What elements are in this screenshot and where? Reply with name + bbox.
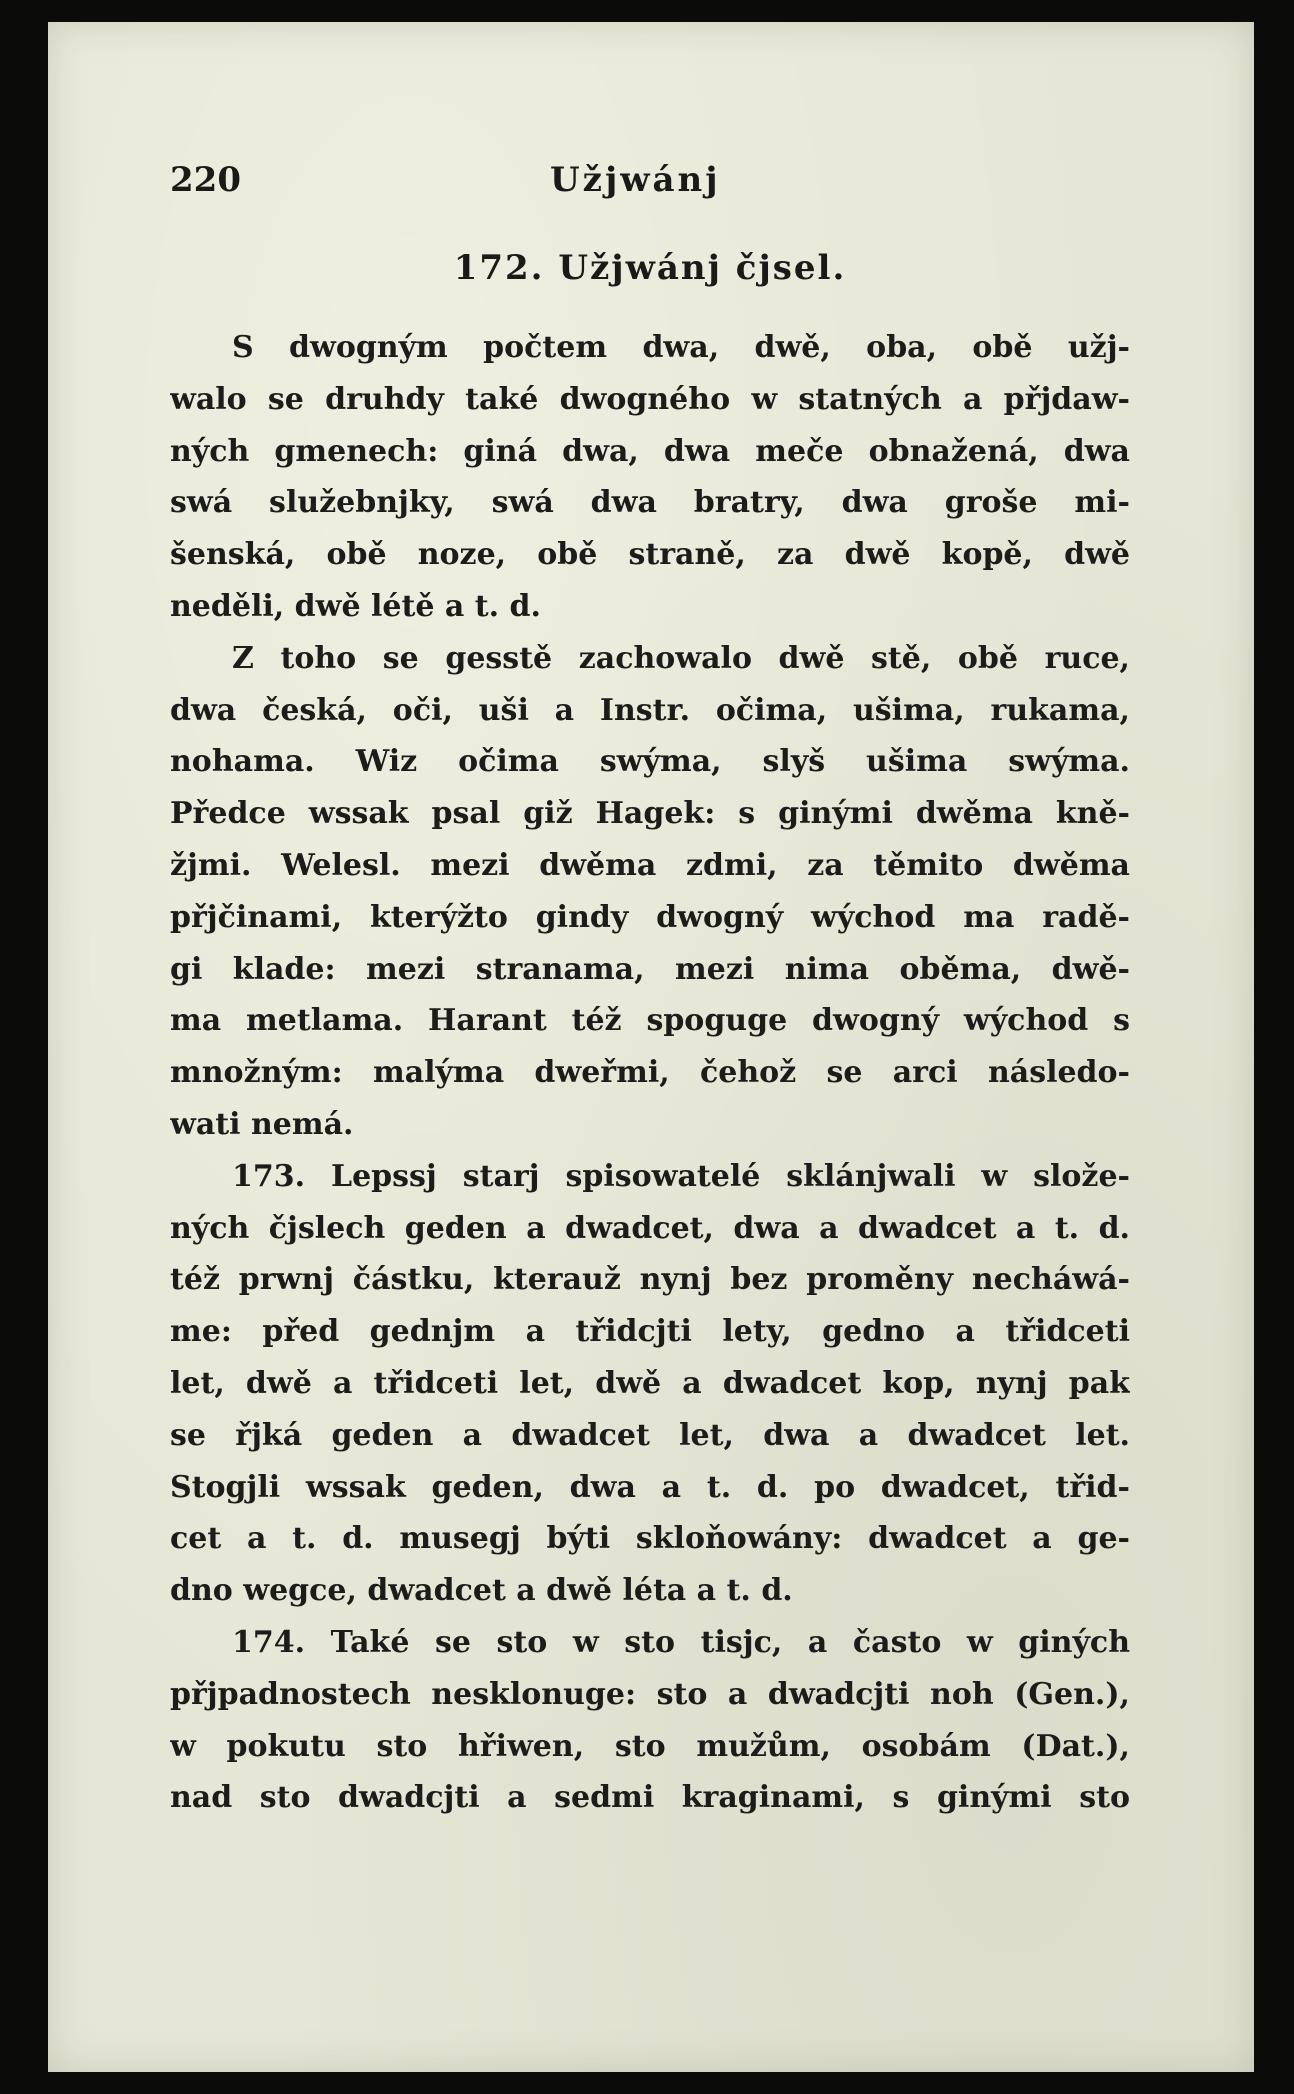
text-line: přjčinami, kterýžto gindy dwogný wýchod ma radě- (170, 899, 1130, 935)
text-line: gi klade: mezi stranama, mezi nima oběma, dwě- (170, 951, 1130, 987)
text-line: Stogjli wssak geden, dwa a t. d. po dwadcet, třid- (170, 1469, 1130, 1505)
text-line: let, dwě a třidceti let, dwě a dwadcet kop, nynj pak (170, 1365, 1130, 1401)
page-header (170, 160, 1130, 210)
text-line: wati nemá. (170, 1106, 354, 1142)
text-line: nad sto dwadcjti a sedmi kraginami, s ginými sto (170, 1780, 1130, 1816)
text-line: 173. Lepssj starj spisowatelé sklánjwali w slože- (232, 1158, 1130, 1194)
text-line: w pokutu sto hřiwen, sto mužům, osobám (Dat.), (170, 1728, 1130, 1764)
text-line: přjpadnostech nesklonuge: sto a dwadcjti noh (Gen.), (170, 1676, 1130, 1712)
body-text (170, 322, 1130, 1824)
text-line: ných gmenech: giná dwa, dwa meče obnažená, dwa (170, 433, 1130, 469)
text-line: též prwnj částku, kterauž nynj bez proměny necháwá- (170, 1262, 1130, 1298)
text-line: walo se druhdy také dwogného w statných a přjdaw- (170, 381, 1130, 417)
text-line: 174. Také se sto w sto tisjc, a často w giných (232, 1624, 1130, 1660)
text-line: šenská, obě noze, obě straně, za dwě kopě, dwě (170, 537, 1130, 573)
text-line: množným: malýma dweřmi, čehož se arci následo- (170, 1055, 1130, 1091)
section-title: 172. Užjwánj čjsel. (453, 248, 847, 288)
text-line: cet a t. d. musegj býti skloňowány: dwadcet a ge- (170, 1521, 1130, 1557)
text-line: neděli, dwě létě a t. d. (170, 588, 541, 624)
text-line: nohama. Wiz očima swýma, slyš ušima swýma. (170, 744, 1130, 780)
text-line: žjmi. Welesl. mezi dwěma zdmi, za těmito dwěma (170, 847, 1130, 883)
text-line: me: před gednjm a třidcjti lety, gedno a třidceti (170, 1314, 1130, 1350)
text-line: dno wegce, dwadcet a dwě léta a t. d. (170, 1573, 793, 1609)
text-line: dwa česká, oči, uši a Instr. očima, ušima, rukama, (170, 692, 1130, 728)
text-line: ných čjslech geden a dwadcet, dwa a dwadcet a t. d. (170, 1210, 1130, 1246)
text-line: ma metlama. Harant též spoguge dwogný wýchod s (170, 1003, 1130, 1039)
text-line: Z toho se gesstě zachowalo dwě stě, obě ruce, (232, 640, 1130, 676)
text-line: Předce wssak psal giž Hagek: s ginými dwěma kně- (170, 796, 1130, 832)
text-line: se řjká geden a dwadcet let, dwa a dwadcet let. (170, 1417, 1130, 1453)
text-line: S dwogným počtem dwa, dwě, oba, obě užj- (232, 330, 1130, 365)
text-line: swá služebnjky, swá dwa bratry, dwa groše mi- (170, 485, 1130, 521)
page-number: 220 (170, 160, 241, 200)
running-head: Užjwánj (550, 160, 721, 200)
